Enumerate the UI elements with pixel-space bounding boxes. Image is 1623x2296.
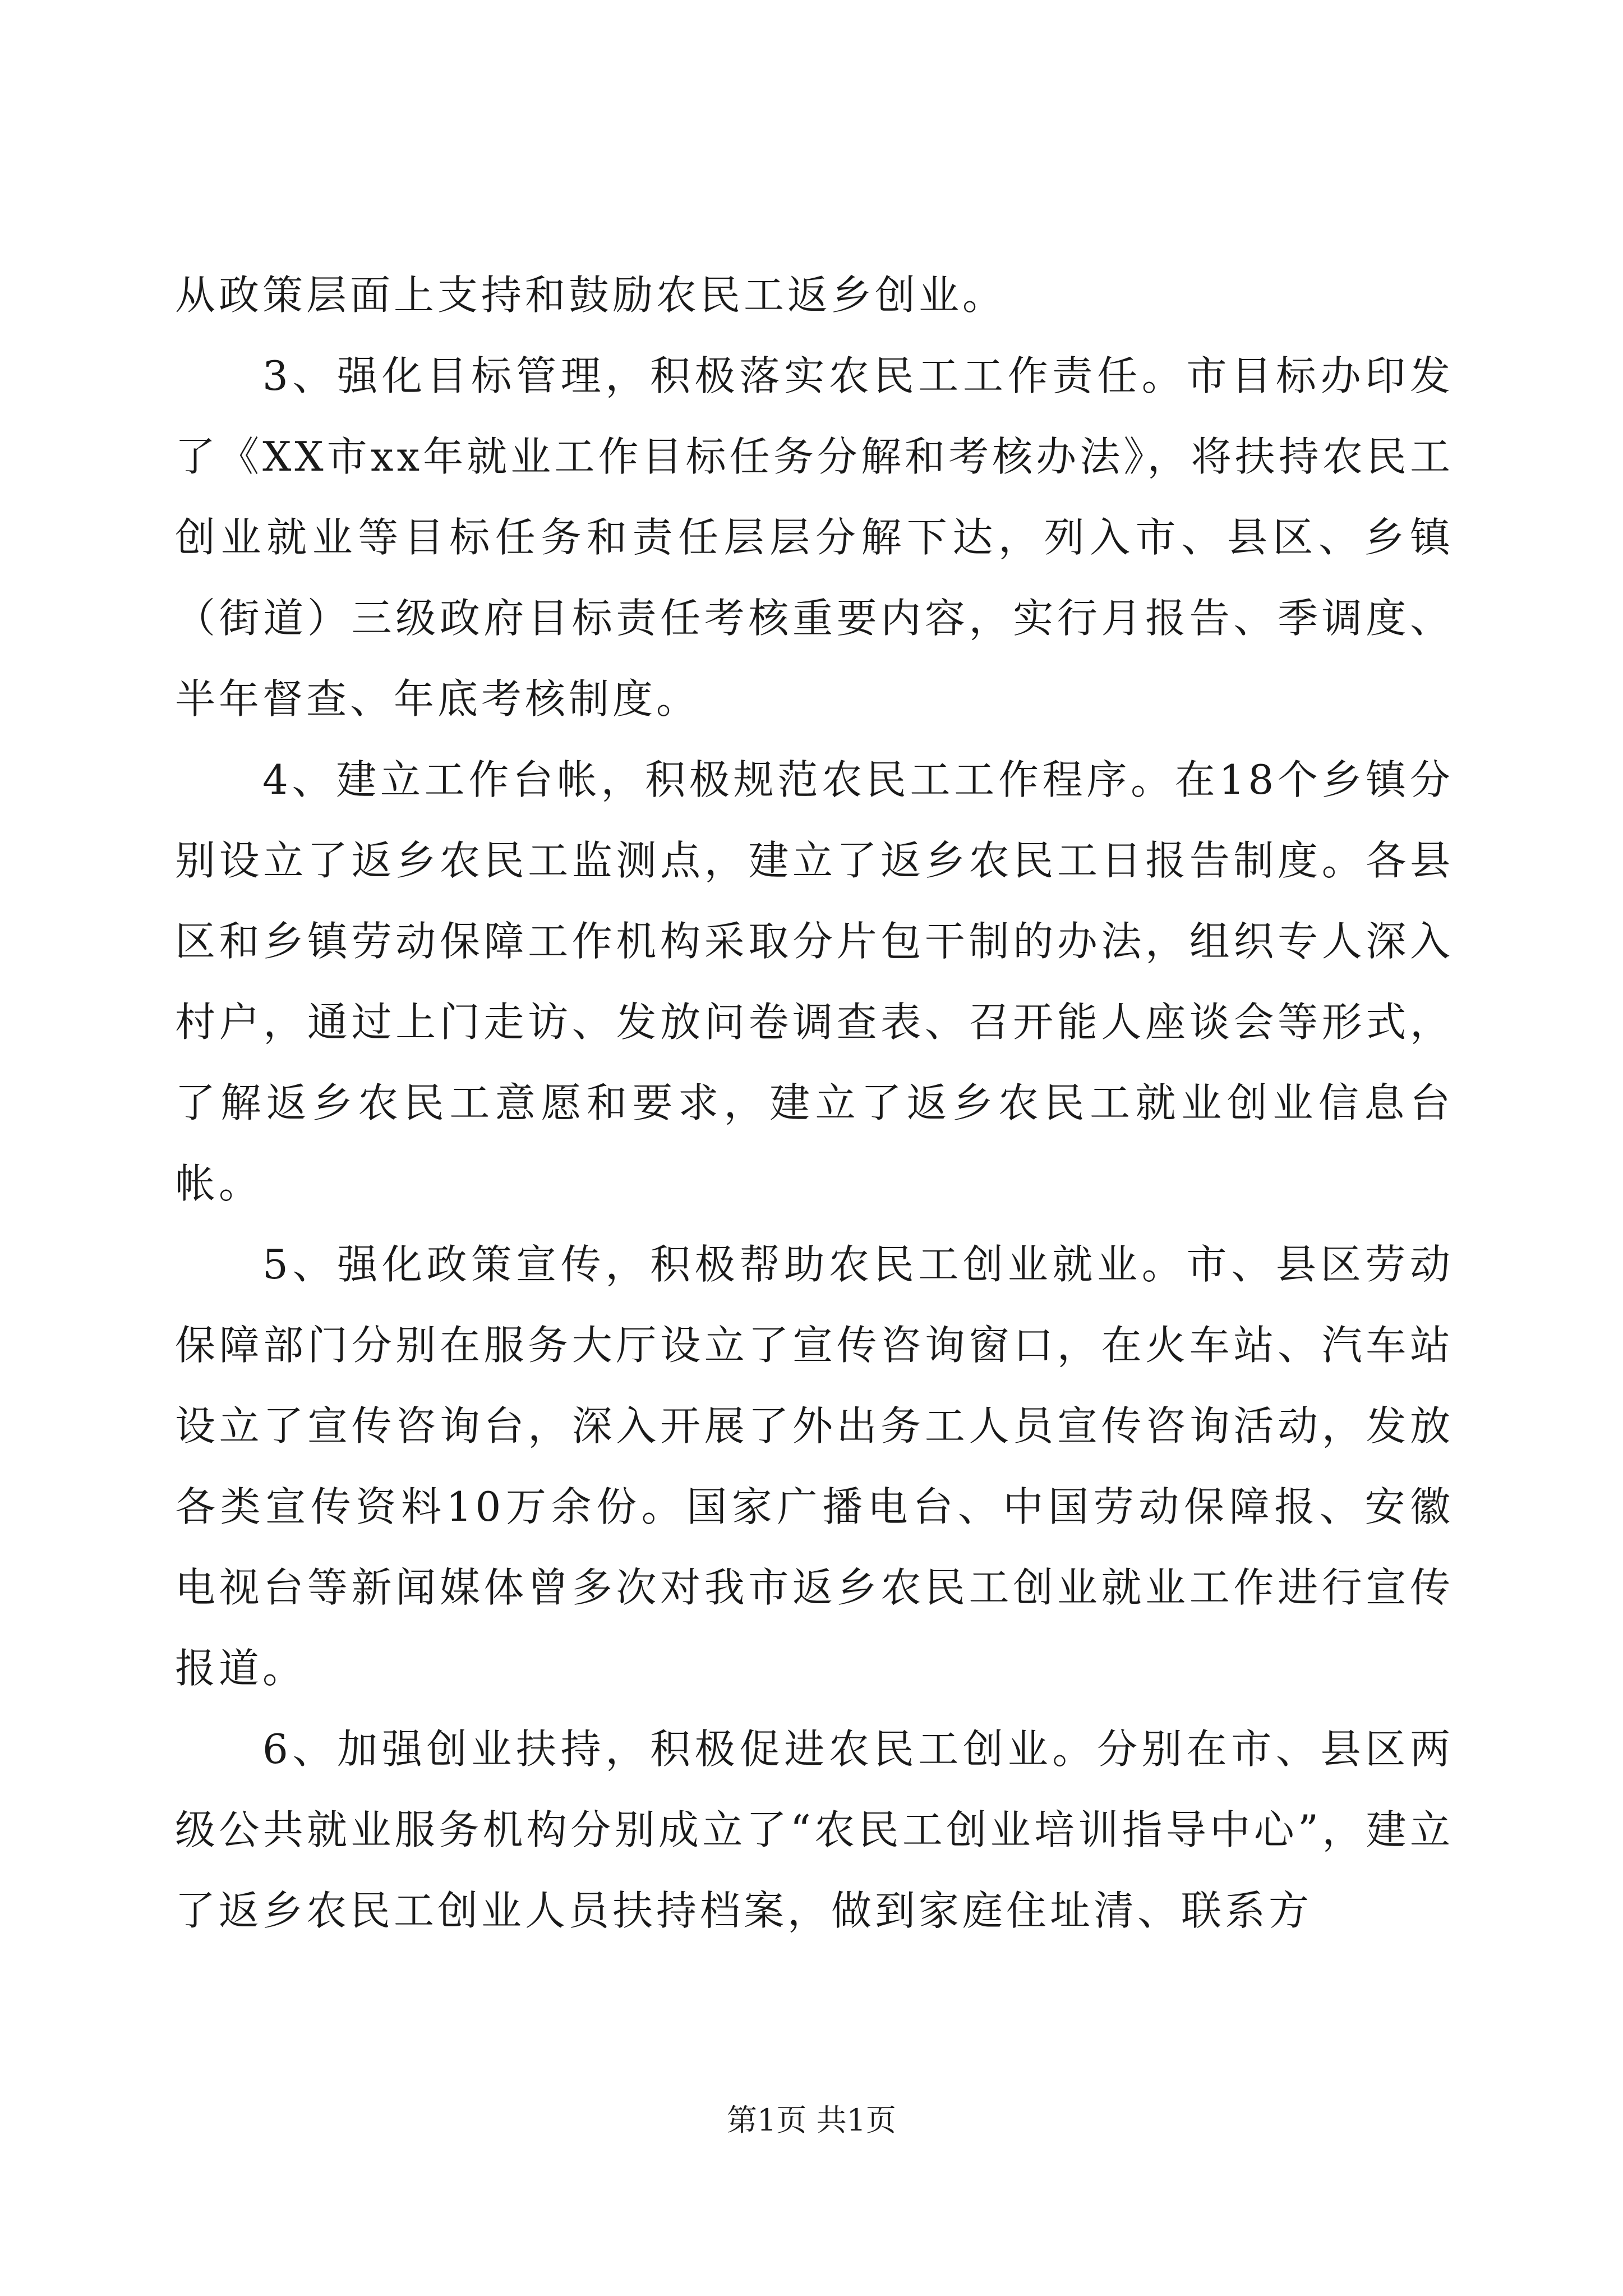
paragraph-continuation: 从政策层面上支持和鼓励农民工返乡创业。	[175, 272, 1007, 319]
page-number-label: 第1页 共1页	[727, 2102, 896, 2138]
paragraph-item-5: 5、强化政策宣传，积极帮助农民工创业就业。市、县区劳动保障部门分别在服务大厅设立了宣传咨询窗口，在火车站、汽车站设立了宣传咨询台，深入开展了外出务工人员宣传咨询活动，发放各类宣传资料10万余份。国家广播电台、中国劳动保障报、安徽电视台等新闻媒体曾多次对我市返乡农民工创业就业工作进行宣传报道。	[175, 1241, 1454, 1692]
paragraph-item-3: 3、强化目标管理，积极落实农民工工作责任。市目标办印发了《XX市xx年就业工作目标任务分解和考核办法》，将扶持农民工创业就业等目标任务和责任层层分解下达，列入市、县区、乡镇（街道）三级政府目标责任考核重要内容，实行月报告、季调度、半年督查、年底考核制度。	[175, 352, 1454, 723]
page-footer	[0, 2101, 1623, 2140]
paragraph-item-4: 4、建立工作台帐，积极规范农民工工作程序。在18个乡镇分别设立了返乡农民工监测点，建立了返乡农民工日报告制度。各县区和乡镇劳动保障工作机构采取分片包干制的办法，组织专人深入村户，通过上门走访、发放问卷调查表、召开能人座谈会等形式，了解返乡农民工意愿和要求，建立了返乡农民工就业创业信息台帐。	[175, 756, 1454, 1207]
document-body	[175, 255, 1454, 1951]
paragraph-item-6: 6、加强创业扶持，积极促进农民工创业。分别在市、县区两级公共就业服务机构分别成立了“农民工创业培训指导中心”，建立了返乡农民工创业人员扶持档案，做到家庭住址清、联系方	[175, 1726, 1454, 1934]
